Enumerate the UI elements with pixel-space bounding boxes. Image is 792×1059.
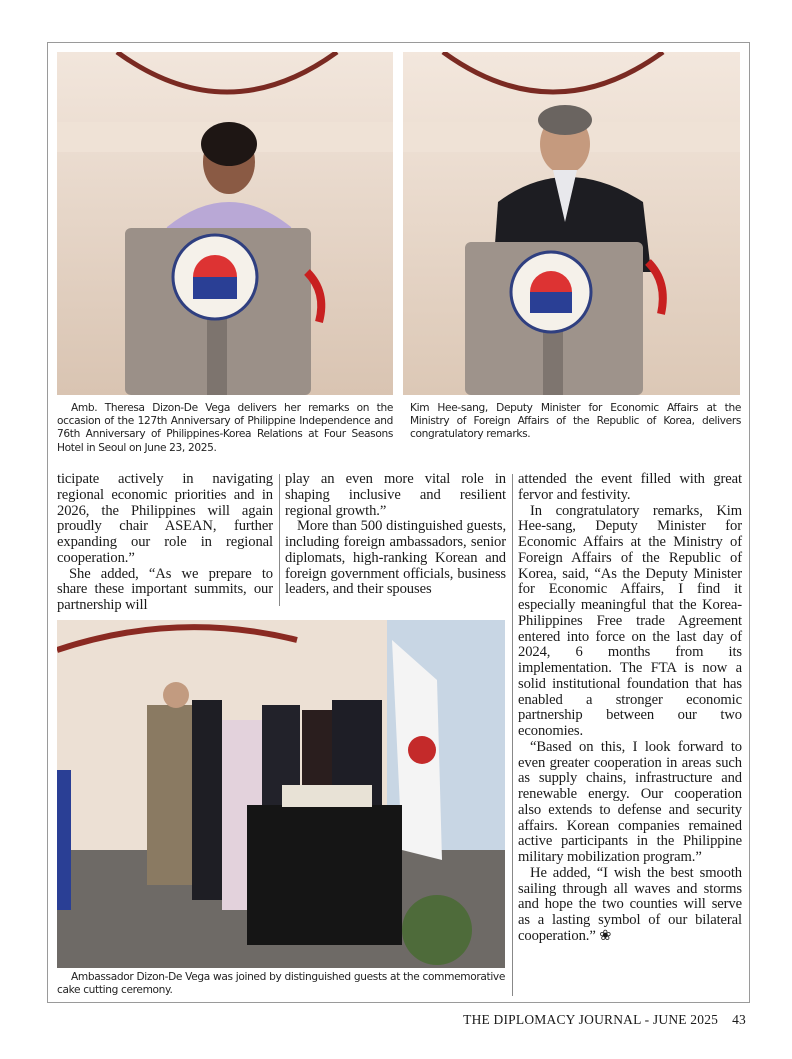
photo-cake-cutting-ceremony <box>57 620 505 968</box>
column-divider <box>279 474 280 606</box>
photo3-caption: Ambassador Dizon-De Vega was joined by distinguished guests at the commemorative cake cutting ceremony. <box>57 971 505 997</box>
column-3 <box>518 472 742 945</box>
paragraph-text: He added, “I wish the best smooth sailing through all waves and storms and hope the two counties will serve as a lasting symbol of our bilateral cooperation.” <box>518 864 742 944</box>
paragraph: “Based on this, I look forward to even greater cooperation in areas such as supply chains, infrastructure and renewable energy. Our cooperation also extends to defense and security affairs. Korean companies remained active participants in the Philippine military mobilization program.” <box>518 738 742 865</box>
paragraph <box>518 866 742 945</box>
photo1-caption: Amb. Theresa Dizon-De Vega delivers her remarks on the occasion of the 127th Anniversary of Philippine Independence and 76th Anniversary of Philippines-Korea Relations at Four Seasons Hotel in Seoul on June 23, 2025. <box>57 402 393 454</box>
paragraph: attended the event filled with great fervor and festivity. <box>518 471 742 503</box>
paragraph: She added, “As we prepare to share these important summits, our partnership will <box>57 565 273 613</box>
paragraph: In congratulatory remarks, Kim Hee-sang, Deputy Minister for Economic Affairs at the Ministry of Foreign Affairs of the Republic of Korea, said, “As the Deputy Minister for Economic Affairs, I find it especially meaningful that the Korea-Philippines Free trade Agreement entered into force on the last day of 2024, 6 months from its implementation. The FTA is now a solid institutional foundation that has enabled a stronger economic partnership between our two economies. <box>518 502 742 739</box>
photo2-caption: Kim Hee-sang, Deputy Minister for Economic Affairs at the Ministry of Foreign Affairs of the Republic of Korea, delivers congratulatory remarks. <box>410 402 741 441</box>
paragraph: play an even more vital role in shaping inclusive and resilient regional growth.” <box>285 471 506 519</box>
fleuron-icon: ❀ <box>599 927 612 944</box>
column-1 <box>57 472 273 614</box>
column-2 <box>285 472 506 598</box>
paragraph: ticipate actively in navigating regional economic priorities and in 2026, the Philippines will again proudly chair ASEAN, further expanding our role in regional cooperation.” <box>57 471 273 566</box>
photo-ambassador-speech <box>57 52 393 395</box>
page-number: 43 <box>732 1012 746 1027</box>
paragraph: More than 500 distinguished guests, including foreign ambassadors, senior diplomats, high-ranking Korean and foreign government officials, business leaders, and their spouses <box>285 518 506 598</box>
page-footer <box>449 1012 746 1028</box>
column-divider <box>512 474 513 996</box>
publication-name: THE DIPLOMACY JOURNAL - JUNE 2025 <box>463 1012 719 1027</box>
photo-deputy-minister-speech <box>403 52 740 395</box>
